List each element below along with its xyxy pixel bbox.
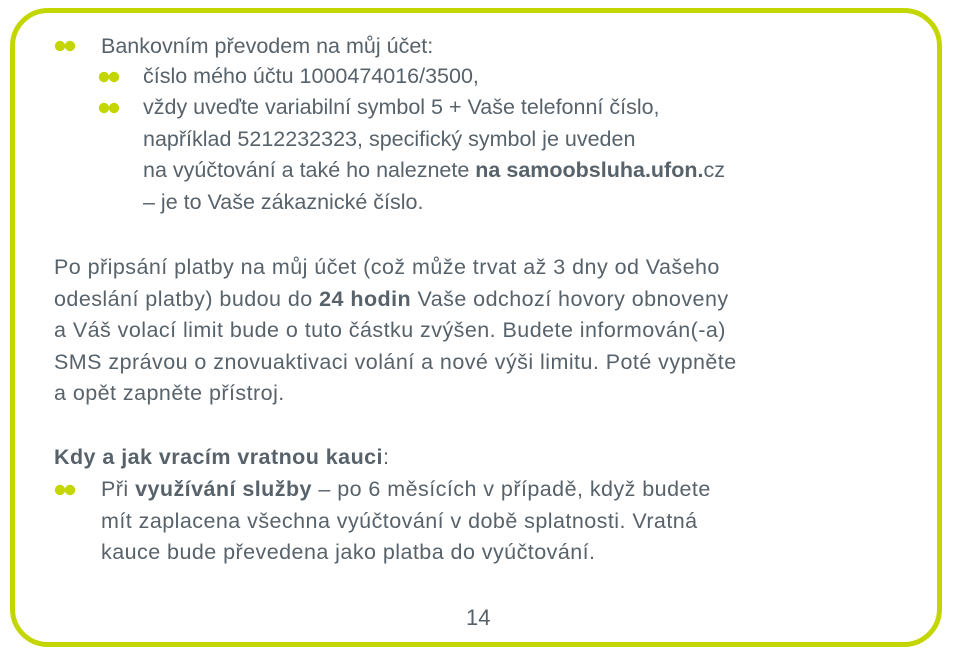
line3-tld: cz [703,158,725,182]
deposit-line1-post: – po 6 měsících v případě, když budete [311,477,711,501]
green-double-dot-icon [54,483,76,497]
section2-heading [54,444,389,470]
deposit-line1 [101,476,711,502]
paragraph-line2 [54,286,729,312]
variable-symbol-line4: – je to Vaše zákaznické číslo. [143,190,424,214]
section1-heading: Bankovním převodem na můj účet: [101,34,434,58]
paragraph-line2-post: Vaše odchozí hovory obnoveny [411,287,729,311]
self-service-link[interactable]: na samoobsluha.ufon. [475,158,704,182]
section2-heading-colon: : [382,445,390,469]
variable-symbol-line1: vždy uveďte variabilní symbol 5 + Vaše telefonní číslo, [143,95,660,119]
variable-symbol-line3 [143,157,725,183]
paragraph-line5: a opět zapněte přístroj. [54,381,285,405]
line3-text: na vyúčtování a také ho naleznete [143,158,476,182]
section2-heading-text: Kdy a jak vracím vratnou kauci [54,445,383,469]
paragraph-24-hours: 24 hodin [319,287,412,311]
paragraph-line3: a Váš volací limit bude o tuto částku zvýšen. Budete informován(-a) [54,318,726,342]
paragraph-line4: SMS zprávou o znovuaktivaci volání a nové výši limitu. Poté vypněte [54,350,737,374]
page-number: 14 [466,605,491,630]
deposit-service-usage: využívání služby [135,477,312,501]
deposit-line1-pre: Při [101,477,136,501]
variable-symbol-line2: například 5212232323, specifický symbol je uveden [143,127,636,151]
green-double-dot-icon [54,39,76,53]
paragraph-line1: Po připsání platby na můj účet (což může trvat až 3 dny od Vašeho [54,255,720,279]
paragraph-line2-pre: odeslání platby) budou do [54,287,320,311]
green-double-dot-icon [98,70,120,84]
account-number-text: číslo mého účtu 1000474016/3500, [143,64,479,88]
deposit-line2: mít zaplacena všechna vyúčtování v době splatnosti. Vratná [101,509,698,533]
green-double-dot-icon [98,101,120,115]
deposit-line3: kauce bude převedena jako platba do vyúčtování. [101,540,596,564]
